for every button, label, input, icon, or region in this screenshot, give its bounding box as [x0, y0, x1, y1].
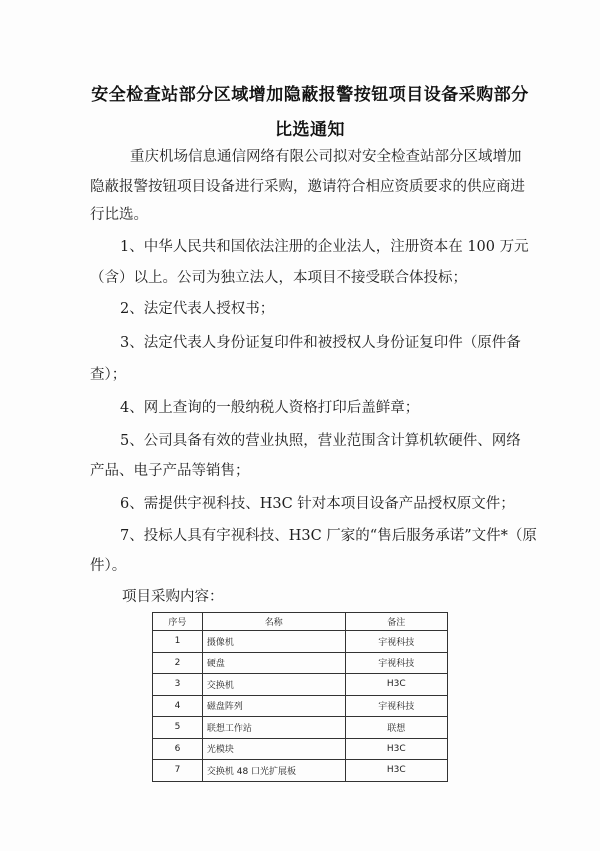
requirement-1-line-1: 1、中华人民共和国依法注册的企业法人，注册资本在 100 万元 — [120, 239, 529, 255]
header-note: 备注 — [345, 613, 447, 631]
table-row — [153, 760, 448, 782]
table-row — [153, 674, 448, 696]
requirement-4: 4、网上查询的一般纳税人资格打印后盖鲜章； — [120, 400, 420, 416]
requirement-6: 6、需提供宇视科技、H3C 针对本项目设备产品授权原文件； — [120, 496, 515, 512]
requirement-7-line-1: 7、投标人具有宇视科技、H3C 厂家的“售后服务承诺”文件*（原 — [120, 528, 537, 544]
procurement-section-label: 项目采购内容： — [122, 589, 224, 605]
row-note: 宇视科技 — [345, 652, 447, 674]
row-serial: 7 — [153, 760, 203, 782]
intro-line-1: 重庆机场信息通信网络有限公司拟对安全检查站部分区域增加 — [130, 149, 522, 165]
requirement-7-line-2: 件）。 — [90, 558, 127, 574]
row-serial: 5 — [153, 717, 203, 739]
header-serial: 序号 — [153, 613, 203, 631]
row-name: 交换机 48 口光扩展板 — [202, 760, 345, 782]
requirement-3-line-1: 3、法定代表人身份证复印件和被授权人身份证复印件（原件备 — [120, 335, 521, 351]
table-row — [153, 738, 448, 760]
requirement-3-line-2: 查）； — [90, 367, 127, 383]
requirement-5-line-2: 产品、电子产品等销售； — [90, 463, 250, 479]
row-serial: 1 — [153, 631, 203, 653]
row-name: 硬盘 — [202, 652, 345, 674]
header-name: 名称 — [202, 613, 345, 631]
intro-line-3: 行比选。 — [90, 207, 148, 223]
row-name: 磁盘阵列 — [202, 695, 345, 717]
row-serial: 6 — [153, 738, 203, 760]
row-note: 联想 — [345, 717, 447, 739]
row-note: 宇视科技 — [345, 631, 447, 653]
intro-line-2: 隐蔽报警按钮项目设备进行采购，邀请符合相应资质要求的供应商进 — [90, 179, 525, 195]
requirement-1-line-2: （含）以上。公司为独立法人，本项目不接受联合体投标； — [90, 270, 467, 286]
table-row — [153, 695, 448, 717]
row-note: H3C — [345, 738, 447, 760]
document-title-line-1: 安全检查站部分区域增加隐蔽报警按钮项目设备采购部分 — [91, 85, 529, 105]
row-serial: 2 — [153, 652, 203, 674]
row-name: 摄像机 — [202, 631, 345, 653]
requirement-2: 2、法定代表人授权书； — [120, 301, 275, 317]
document-title-line-2: 比选通知 — [275, 120, 345, 140]
procurement-table — [152, 612, 448, 782]
row-note: H3C — [345, 674, 447, 696]
row-serial: 4 — [153, 695, 203, 717]
table-row — [153, 631, 448, 653]
row-name: 交换机 — [202, 674, 345, 696]
row-note: 宇视科技 — [345, 695, 447, 717]
row-serial: 3 — [153, 674, 203, 696]
table-header-row — [153, 613, 448, 631]
row-name: 联想工作站 — [202, 717, 345, 739]
table-row — [153, 717, 448, 739]
row-note: H3C — [345, 760, 447, 782]
table-row — [153, 652, 448, 674]
requirement-5-line-1: 5、公司具备有效的营业执照，营业范围含计算机软硬件、网络 — [120, 433, 521, 449]
row-name: 光模块 — [202, 738, 345, 760]
